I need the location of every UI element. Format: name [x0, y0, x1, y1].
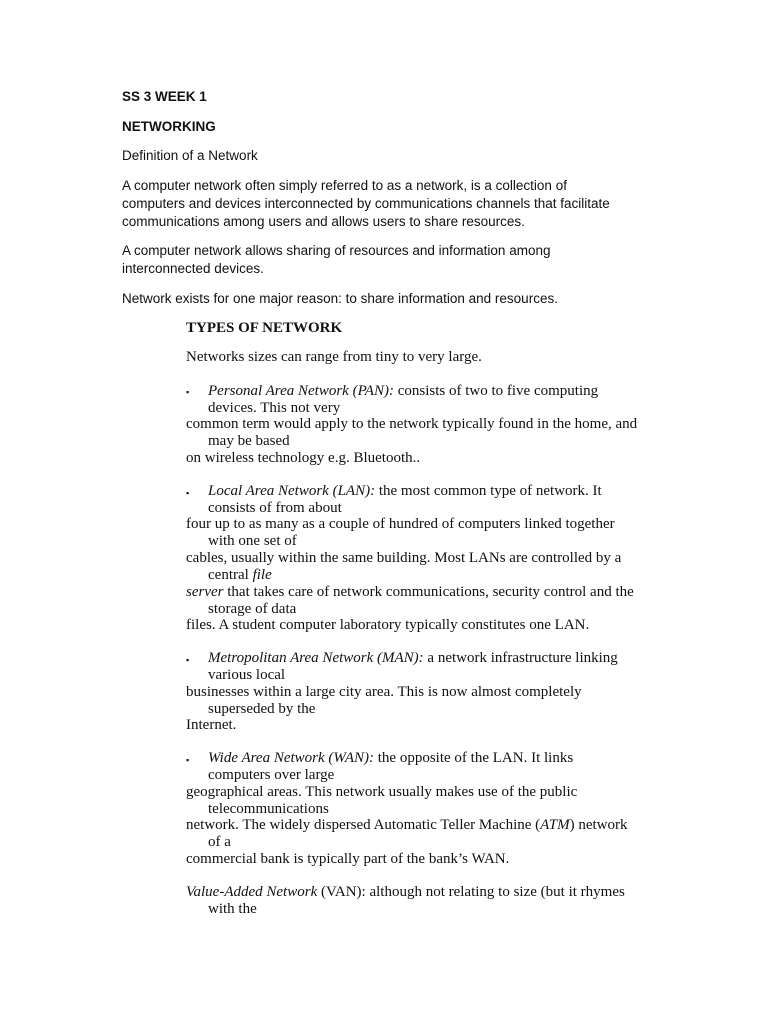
- wan-line2: computers over large: [208, 767, 335, 783]
- wan-line7: commercial bank is typically part of the bank’s WAN.: [186, 851, 510, 867]
- man-term: Metropolitan Area Network (MAN):: [208, 650, 424, 666]
- pan-line4: may be based: [208, 433, 290, 449]
- lan-text1: the most common type of network. It: [375, 483, 602, 499]
- lan-line7: [186, 584, 634, 601]
- man-line2: various local: [208, 667, 286, 683]
- wan-line6: of a: [208, 834, 231, 850]
- lan-text6b: file: [252, 567, 272, 583]
- man-bullet-icon: ▪: [186, 655, 190, 665]
- definition-para2-line1: A computer network allows sharing of resources and information among: [122, 243, 551, 258]
- lan-line1: [208, 483, 602, 500]
- wan-line4: telecommunications: [208, 801, 329, 817]
- lan-line5: cables, usually within the same building. Most LANs are controlled by a: [186, 550, 622, 566]
- wan-line1: [208, 750, 573, 767]
- pan-bullet-icon: ▪: [186, 387, 190, 397]
- subject-title: NETWORKING: [122, 119, 216, 134]
- pan-line5: on wireless technology e.g. Bluetooth..: [186, 450, 421, 466]
- definition-para2-line2: interconnected devices.: [122, 261, 264, 276]
- pan-line2: devices. This not very: [208, 400, 341, 416]
- week-label: SS 3 WEEK 1: [122, 89, 207, 104]
- lan-text7b: that takes care of network communications, security control and the: [223, 584, 634, 600]
- pan-line3: common term would apply to the network typically found in the home, and: [186, 416, 638, 432]
- man-line4: superseded by the: [208, 701, 316, 717]
- van-term: Value-Added Network: [186, 884, 318, 900]
- wan-bullet-icon: ▪: [186, 755, 190, 765]
- definition-para1-line1: A computer network often simply referred to as a network, is a collection of: [122, 178, 567, 193]
- van-line1: [186, 884, 625, 901]
- pan-line1: [208, 383, 598, 400]
- types-heading: TYPES OF NETWORK: [186, 320, 343, 336]
- lan-line9: files. A student computer laboratory typically constitutes one LAN.: [186, 617, 590, 633]
- definition-para1-line3: communications among users and allows users to share resources.: [122, 214, 525, 229]
- man-line5: Internet.: [186, 717, 237, 733]
- lan-line6: [208, 567, 272, 584]
- wan-line3: geographical areas. This network usually makes use of the public: [186, 784, 578, 800]
- lan-bullet-icon: ▪: [186, 488, 190, 498]
- lan-text6a: central: [208, 567, 253, 583]
- definition-para3: Network exists for one major reason: to share information and resources.: [122, 291, 558, 306]
- van-line2: with the: [208, 901, 257, 917]
- lan-line3: four up to as many as a couple of hundred of computers linked together: [186, 516, 615, 532]
- man-line3: businesses within a large city area. This is now almost completely: [186, 684, 582, 700]
- man-text1: a network infrastructure linking: [423, 650, 618, 666]
- pan-text1: consists of two to five computing: [393, 383, 599, 399]
- wan-line5: [186, 817, 628, 834]
- van-text1: (VAN): although not relating to size (but it rhymes: [317, 884, 625, 900]
- lan-term: Local Area Network (LAN):: [208, 483, 376, 499]
- lan-line8: storage of data: [208, 601, 297, 617]
- lan-text7a: server: [186, 584, 224, 600]
- pan-term: Personal Area Network (PAN):: [208, 383, 394, 399]
- lan-line2: consists of from about: [208, 500, 342, 516]
- definition-para1-line2: computers and devices interconnected by communications channels that facilitate: [122, 196, 610, 211]
- types-intro: Networks sizes can range from tiny to very large.: [186, 349, 482, 365]
- wan-term: Wide Area Network (WAN):: [208, 750, 375, 766]
- lan-line4: with one set of: [208, 533, 297, 549]
- man-line1: [208, 650, 618, 667]
- definition-heading: Definition of a Network: [122, 148, 258, 163]
- wan-text1: the opposite of the LAN. It links: [374, 750, 574, 766]
- wan-text5b: ATM: [540, 817, 570, 833]
- wan-text5a: network. The widely dispersed Automatic Teller Machine (: [186, 817, 541, 833]
- wan-text5c: ) network: [569, 817, 628, 833]
